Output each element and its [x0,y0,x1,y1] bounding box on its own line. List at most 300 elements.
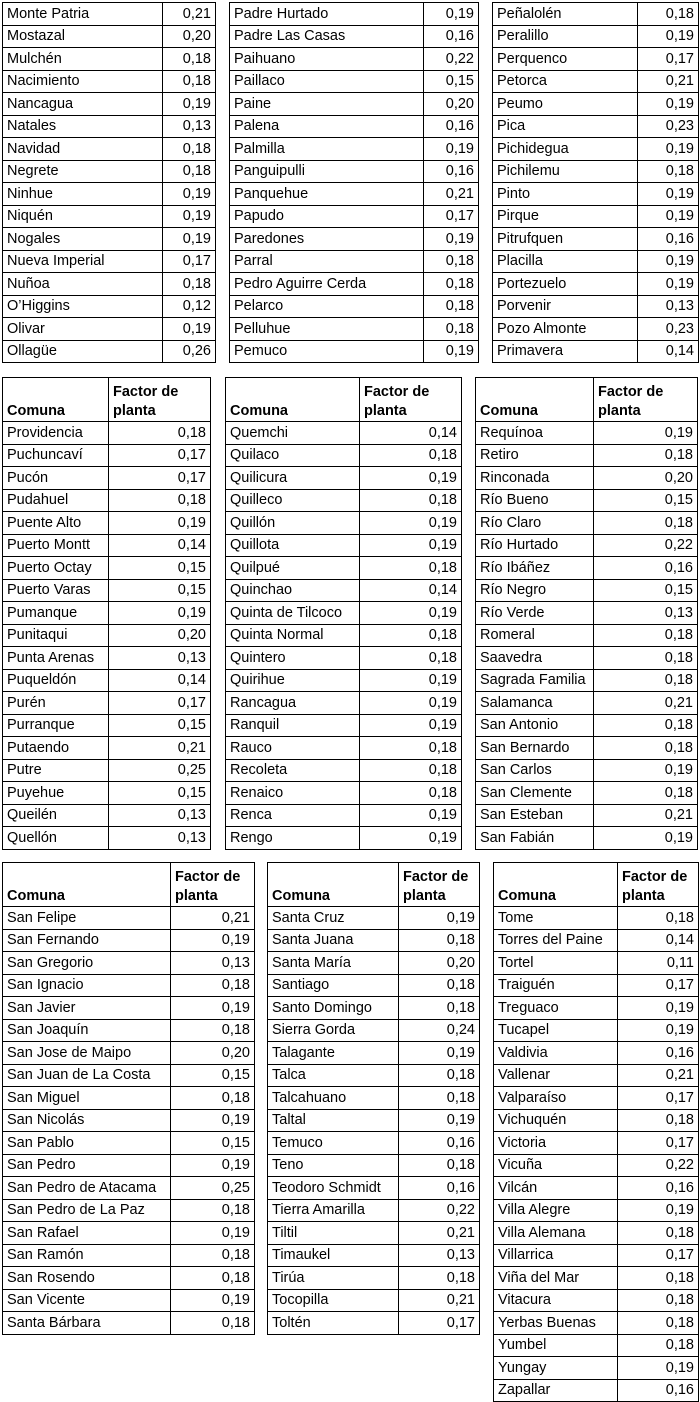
factor-value-cell: 0,18 [163,138,216,161]
table-row [226,714,462,737]
table-row [493,70,699,93]
factor-value-cell: 0,13 [171,952,255,975]
factor-value-cell: 0,13 [399,1244,480,1267]
table-row [230,138,479,161]
factor-value-cell: 0,18 [618,1109,699,1132]
table-row [226,827,462,850]
factor-value-cell: 0,18 [171,1244,255,1267]
comuna-table [2,2,216,363]
factor-value-cell: 0,18 [360,759,462,782]
table-row [3,827,211,850]
table-row [476,579,698,602]
factor-value-cell: 0,18 [618,1222,699,1245]
factor-value-cell: 0,19 [424,3,479,26]
factor-value-cell: 0,19 [163,228,216,251]
comuna-name-cell: Tucapel [494,1019,618,1042]
factor-value-cell: 0,18 [424,318,479,341]
comuna-name-cell: Rengo [226,827,360,850]
factor-value-cell: 0,16 [424,25,479,48]
comuna-name-cell: Romeral [476,624,594,647]
table-row [476,489,698,512]
table-row [3,907,255,930]
table-row [494,1019,699,1042]
comuna-name-cell: Rauco [226,737,360,760]
comuna-name-cell: Quinta de Tilcoco [226,602,360,625]
table-row [3,70,216,93]
factor-value-cell: 0,17 [618,1244,699,1267]
table-row [268,1064,480,1087]
table-row [226,737,462,760]
factor-value-cell: 0,19 [360,827,462,850]
factor-value-cell: 0,18 [424,295,479,318]
factor-value-cell: 0,19 [594,422,698,445]
table-row [3,1244,255,1267]
factor-value-cell: 0,17 [424,205,479,228]
comuna-name-cell: Queilén [3,804,109,827]
comuna-name-cell: Viña del Mar [494,1267,618,1290]
factor-value-cell: 0,18 [594,737,698,760]
factor-value-cell: 0,13 [594,602,698,625]
table-row [3,25,216,48]
factor-value-cell: 0,18 [618,1289,699,1312]
factor-value-cell: 0,26 [163,340,216,363]
comuna-name-cell: Perquenco [493,48,638,71]
comuna-name-cell: Recoleta [226,759,360,782]
table-row [230,250,479,273]
table-row [268,1289,480,1312]
comuna-table [475,377,698,850]
comuna-name-cell: Pudahuel [3,489,109,512]
table-row [493,228,699,251]
comuna-name-cell: Pitrufquen [493,228,638,251]
factor-value-cell: 0,18 [171,1312,255,1335]
table-row [268,1267,480,1290]
factor-value-cell: 0,17 [618,1132,699,1155]
comuna-name-cell: San Fabián [476,827,594,850]
table-row [230,25,479,48]
table-row [493,318,699,341]
table-body [493,3,699,363]
comuna-name-cell: Pichilemu [493,160,638,183]
table-row [226,804,462,827]
factor-value-cell: 0,16 [638,228,699,251]
comuna-name-cell: Papudo [230,205,424,228]
comuna-name-cell: Río Verde [476,602,594,625]
comuna-name-cell: Timaukel [268,1244,399,1267]
factor-value-cell: 0,18 [618,1334,699,1357]
comuna-name-cell: Puerto Octay [3,557,109,580]
table-row [3,138,216,161]
factor-value-cell: 0,16 [618,1042,699,1065]
factor-value-cell: 0,18 [594,647,698,670]
comuna-name-cell: Santiago [268,974,399,997]
factor-value-cell: 0,17 [618,974,699,997]
table-row [3,1222,255,1245]
table-row [226,692,462,715]
factor-value-cell: 0,20 [109,624,211,647]
table-row [226,534,462,557]
table-row [3,974,255,997]
factor-value-cell: 0,21 [163,3,216,26]
table-row [494,1042,699,1065]
comuna-name-cell: Providencia [3,422,109,445]
table-row [230,48,479,71]
table-row [3,534,211,557]
table-row [3,579,211,602]
comuna-name-cell: Quilaco [226,444,360,467]
table-row [476,714,698,737]
table-row [268,907,480,930]
table-row [230,295,479,318]
factor-value-cell: 0,19 [424,228,479,251]
comuna-name-cell: Porvenir [493,295,638,318]
comuna-name-cell: San Felipe [3,907,171,930]
factor-value-cell: 0,18 [360,737,462,760]
table-row [268,929,480,952]
comuna-name-cell: Renaico [226,782,360,805]
comuna-name-cell: Yumbel [494,1334,618,1357]
comuna-name-cell: Zapallar [494,1379,618,1402]
factor-value-cell: 0,19 [618,1199,699,1222]
table-row [3,489,211,512]
comuna-name-cell: Rancagua [226,692,360,715]
table-row [494,907,699,930]
factor-value-cell: 0,19 [399,1042,480,1065]
factor-value-cell: 0,19 [163,93,216,116]
comuna-name-cell: San Rosendo [3,1267,171,1290]
table-row [226,602,462,625]
factor-value-cell: 0,14 [109,669,211,692]
comuna-name-cell: Palmilla [230,138,424,161]
factor-value-cell: 0,19 [424,138,479,161]
factor-value-cell: 0,19 [638,250,699,273]
factor-value-cell: 0,18 [360,489,462,512]
comuna-name-cell: Quinta Normal [226,624,360,647]
comuna-table [2,862,255,1335]
comuna-name-cell: Villa Alegre [494,1199,618,1222]
comuna-name-cell: Natales [3,115,163,138]
factor-value-cell: 0,13 [109,827,211,850]
factor-value-cell: 0,15 [594,579,698,602]
factor-value-cell: 0,21 [618,1064,699,1087]
comuna-name-cell: Peralillo [493,25,638,48]
table-row [494,1334,699,1357]
comuna-table [225,377,462,850]
factor-value-cell: 0,19 [163,205,216,228]
table-row [476,759,698,782]
comuna-name-cell: Yerbas Buenas [494,1312,618,1335]
factor-value-cell: 0,19 [171,1109,255,1132]
comuna-name-cell: Panquehue [230,183,424,206]
factor-value-cell: 0,22 [618,1154,699,1177]
comuna-name-cell: Talagante [268,1042,399,1065]
comuna-name-cell: Valdivia [494,1042,618,1065]
comuna-name-cell: Parral [230,250,424,273]
table-row [268,1154,480,1177]
table-row [3,48,216,71]
factor-value-cell: 0,16 [424,115,479,138]
table-row [268,1244,480,1267]
table-row [493,250,699,273]
table-row [226,669,462,692]
table-row [494,1357,699,1380]
comuna-name-cell: Vitacura [494,1289,618,1312]
comuna-name-cell: Padre Las Casas [230,25,424,48]
table-row [268,1042,480,1065]
comuna-name-cell: Puqueldón [3,669,109,692]
factor-value-cell: 0,19 [360,467,462,490]
comuna-name-cell: San Nicolás [3,1109,171,1132]
table-row [3,205,216,228]
column-header-factor: Factor de planta [594,378,698,422]
factor-value-cell: 0,13 [163,115,216,138]
table-row [3,1312,255,1335]
factor-value-cell: 0,18 [424,250,479,273]
factor-value-cell: 0,15 [594,489,698,512]
comuna-name-cell: San Esteban [476,804,594,827]
factor-value-cell: 0,18 [399,1064,480,1087]
table-row [494,1267,699,1290]
factor-value-cell: 0,15 [109,579,211,602]
factor-value-cell: 0,18 [163,48,216,71]
factor-value-cell: 0,15 [109,714,211,737]
table-row [3,228,216,251]
table-row [230,183,479,206]
factor-value-cell: 0,13 [109,804,211,827]
factor-value-cell: 0,15 [424,70,479,93]
column-header-comuna: Comuna [476,378,594,422]
comuna-name-cell: Renca [226,804,360,827]
factor-value-cell: 0,13 [638,295,699,318]
factor-value-cell: 0,18 [163,160,216,183]
factor-value-cell: 0,18 [171,1199,255,1222]
factor-value-cell: 0,18 [399,974,480,997]
comuna-name-cell: San Antonio [476,714,594,737]
factor-value-cell: 0,16 [399,1132,480,1155]
factor-value-cell: 0,15 [109,557,211,580]
comuna-name-cell: Villa Alemana [494,1222,618,1245]
comuna-name-cell: Santo Domingo [268,997,399,1020]
table-row [230,93,479,116]
table-body [268,907,480,1335]
table-row [3,93,216,116]
table-row [3,422,211,445]
comuna-name-cell: San Javier [3,997,171,1020]
table-row [3,183,216,206]
table-row [494,1064,699,1087]
comuna-name-cell: San Miguel [3,1087,171,1110]
factor-value-cell: 0,25 [171,1177,255,1200]
comuna-name-cell: San Juan de La Costa [3,1064,171,1087]
factor-value-cell: 0,21 [594,804,698,827]
comuna-name-cell: Nacimiento [3,70,163,93]
factor-value-cell: 0,20 [171,1042,255,1065]
factor-value-cell: 0,19 [171,1289,255,1312]
comuna-name-cell: Paine [230,93,424,116]
comuna-name-cell: San Fernando [3,929,171,952]
table-row [493,160,699,183]
table-body [3,907,255,1335]
factor-value-cell: 0,17 [109,444,211,467]
factor-value-cell: 0,22 [594,534,698,557]
table-row [494,1289,699,1312]
factor-value-cell: 0,21 [399,1289,480,1312]
comuna-name-cell: Petorca [493,70,638,93]
comuna-name-cell: Panguipulli [230,160,424,183]
comuna-name-cell: Nueva Imperial [3,250,163,273]
table-row [230,340,479,363]
table-row [3,1199,255,1222]
factor-value-cell: 0,19 [109,602,211,625]
factor-value-cell: 0,17 [618,1087,699,1110]
comuna-name-cell: Talcahuano [268,1087,399,1110]
table-row [230,273,479,296]
comuna-name-cell: San Pablo [3,1132,171,1155]
factor-value-cell: 0,18 [638,160,699,183]
comuna-name-cell: Purranque [3,714,109,737]
table-row [494,1379,699,1402]
table-row [493,205,699,228]
factor-value-cell: 0,18 [360,647,462,670]
comuna-name-cell: Pelarco [230,295,424,318]
table-row [3,250,216,273]
comuna-name-cell: Sagrada Familia [476,669,594,692]
table-row [3,782,211,805]
comuna-name-cell: Taltal [268,1109,399,1132]
table-row [268,1019,480,1042]
factor-value-cell: 0,22 [399,1199,480,1222]
factor-value-cell: 0,19 [618,1019,699,1042]
factor-value-cell: 0,19 [618,1357,699,1380]
table-body [3,422,211,850]
table-row [268,1177,480,1200]
comuna-name-cell: San Joaquín [3,1019,171,1042]
table-row [268,974,480,997]
table-row [476,782,698,805]
factor-value-cell: 0,18 [618,1312,699,1335]
comuna-name-cell: Paillaco [230,70,424,93]
table-row [494,1222,699,1245]
comuna-name-cell: Quilleco [226,489,360,512]
factor-value-cell: 0,19 [360,602,462,625]
factor-value-cell: 0,20 [399,952,480,975]
comuna-name-cell: Portezuelo [493,273,638,296]
table-row [476,669,698,692]
table-body [494,907,699,1402]
comuna-name-cell: San Pedro de Atacama [3,1177,171,1200]
comuna-name-cell: Teodoro Schmidt [268,1177,399,1200]
comuna-name-cell: Quillón [226,512,360,535]
factor-value-cell: 0,18 [399,1267,480,1290]
table-row [3,714,211,737]
factor-value-cell: 0,18 [594,444,698,467]
factor-value-cell: 0,19 [399,907,480,930]
factor-value-cell: 0,14 [360,422,462,445]
comuna-name-cell: Quillota [226,534,360,557]
table-row [226,422,462,445]
factor-value-cell: 0,20 [424,93,479,116]
comuna-name-cell: Puchuncaví [3,444,109,467]
factor-value-cell: 0,19 [171,929,255,952]
factor-value-cell: 0,19 [171,1222,255,1245]
table-row [476,602,698,625]
table-row [268,1087,480,1110]
comuna-name-cell: San Clemente [476,782,594,805]
factor-value-cell: 0,17 [109,467,211,490]
table-row [494,1087,699,1110]
table-row [493,115,699,138]
comuna-name-cell: Puyehue [3,782,109,805]
comuna-name-cell: Puerto Varas [3,579,109,602]
comuna-name-cell: Tortel [494,952,618,975]
table-row [3,512,211,535]
comuna-name-cell: Talca [268,1064,399,1087]
comuna-table [267,862,480,1335]
comuna-name-cell: Vallenar [494,1064,618,1087]
factor-value-cell: 0,19 [360,669,462,692]
comuna-name-cell: San Pedro de La Paz [3,1199,171,1222]
comuna-name-cell: Traiguén [494,974,618,997]
factor-value-cell: 0,20 [163,25,216,48]
comuna-name-cell: Nogales [3,228,163,251]
comuna-name-cell: San Gregorio [3,952,171,975]
comuna-name-cell: Pucón [3,467,109,490]
factor-value-cell: 0,18 [399,1087,480,1110]
table-row [494,997,699,1020]
comuna-name-cell: Salamanca [476,692,594,715]
factor-value-cell: 0,16 [618,1177,699,1200]
table-row [230,228,479,251]
factor-value-cell: 0,18 [171,1019,255,1042]
comuna-name-cell: Torres del Paine [494,929,618,952]
table-row [493,295,699,318]
table-row [226,489,462,512]
table-row [3,1064,255,1087]
factor-value-cell: 0,21 [109,737,211,760]
factor-value-cell: 0,18 [399,929,480,952]
table-row [3,1109,255,1132]
factor-value-cell: 0,15 [109,782,211,805]
table-row [3,737,211,760]
factor-value-cell: 0,19 [171,1154,255,1177]
comuna-name-cell: Paihuano [230,48,424,71]
factor-value-cell: 0,18 [594,512,698,535]
factor-value-cell: 0,25 [109,759,211,782]
factor-value-cell: 0,18 [618,907,699,930]
factor-value-cell: 0,19 [360,534,462,557]
comuna-name-cell: Toltén [268,1312,399,1335]
comuna-name-cell: Paredones [230,228,424,251]
table-row [3,557,211,580]
comuna-name-cell: Villarrica [494,1244,618,1267]
comuna-name-cell: Peumo [493,93,638,116]
factor-value-cell: 0,19 [360,512,462,535]
table-row [3,759,211,782]
factor-value-cell: 0,18 [594,782,698,805]
table-row [476,444,698,467]
comuna-name-cell: Puerto Montt [3,534,109,557]
factor-value-cell: 0,18 [163,70,216,93]
factor-value-cell: 0,19 [163,183,216,206]
table-row [3,1154,255,1177]
factor-value-cell: 0,16 [618,1379,699,1402]
factor-value-cell: 0,19 [424,340,479,363]
table-row [494,1109,699,1132]
column-header-comuna: Comuna [3,378,109,422]
comuna-name-cell: Río Claro [476,512,594,535]
comuna-name-cell: Vichuquén [494,1109,618,1132]
factor-value-cell: 0,17 [399,1312,480,1335]
